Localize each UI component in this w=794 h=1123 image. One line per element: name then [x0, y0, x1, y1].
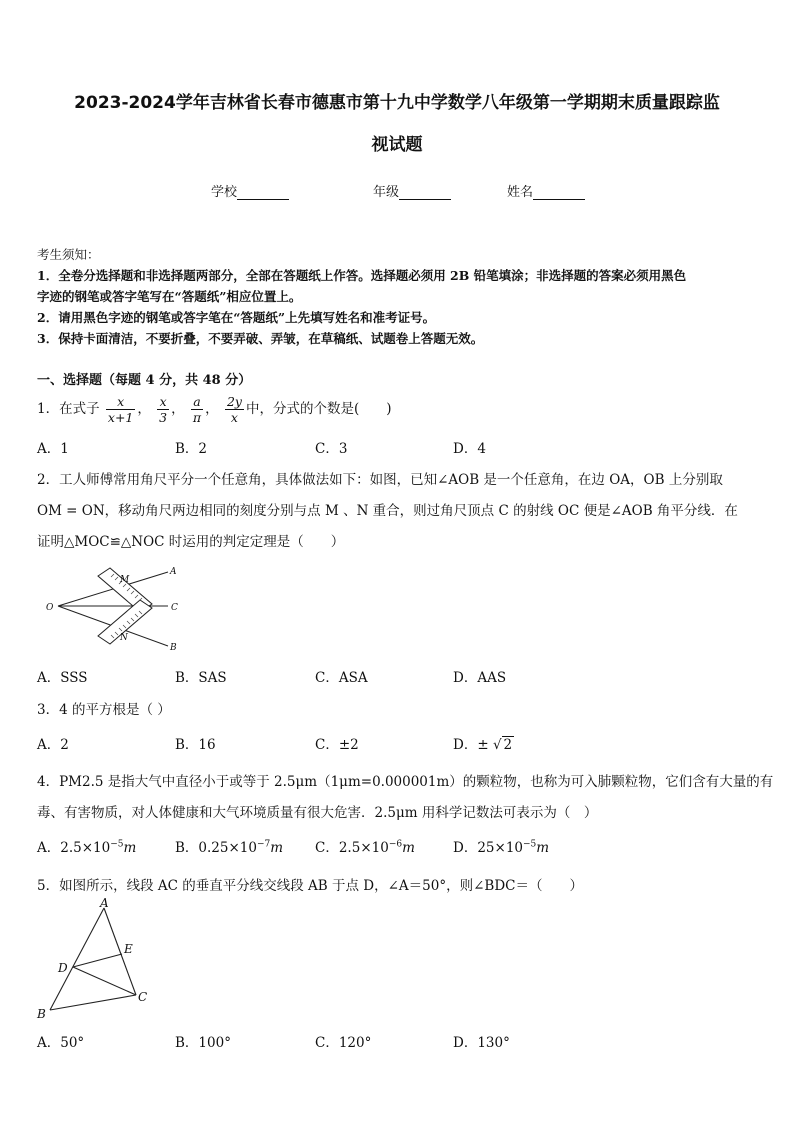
notice-item1-line1: 1．全卷分选择题和非选择题两部分，全部在答题纸上作答。选择题必须用 2B 铅笔填涂；非选择题的答案必须用黑色 — [37, 268, 687, 283]
name-field[interactable] — [507, 181, 585, 200]
q5-text: 5．如图所示，线段 AC 的垂直平分线交线段 AB 于点 D，∠A＝50°，则∠BDC＝（ ） — [37, 878, 583, 894]
q2-line2: OM = ON，移动角尺两边相同的刻度分别与点 M 、N 重合，则过角尺顶点 C 的射线 OC 便是∠AOB 角平分线．在 — [37, 503, 738, 519]
notice-item3: 3．保持卡面清洁，不要折叠，不要弄破、弄皱，在草稿纸、试题卷上答题无效。 — [37, 331, 484, 346]
q4-option-a[interactable]: A．$2.5\times 10^{-5}m$ — [37, 839, 137, 856]
school-blank[interactable] — [237, 185, 289, 200]
q4-options — [0, 836, 794, 858]
name-label: 姓名 — [507, 185, 534, 200]
school-label: 学校 — [211, 185, 238, 200]
q1-option-d[interactable]: D．4 — [453, 441, 486, 457]
segment-bc — [50, 995, 136, 1010]
q3-option-c[interactable]: C．±2 — [315, 737, 359, 753]
q4-option-c[interactable]: C．$2.5\times 10^{-6}m$ — [315, 839, 415, 856]
q4-line1: 4．PM2.5 是指大气中直径小于或等于 2.5μm（1μm=0.000001m）的颗粒物，也称为可入肺颗粒物，它们含有大量的有 — [37, 774, 774, 790]
q1-options — [0, 437, 794, 455]
sqrt-sign: √ 2 — [492, 737, 513, 753]
q2-line3: 证明△MOC≌△NOC 时运用的判定定理是（ ） — [37, 534, 345, 550]
label-m: M — [120, 575, 130, 585]
q1-fraction-4: $\frac{2y}{x}$ — [226, 394, 242, 425]
section-heading: 一、选择题（每题 4 分，共 48 分） — [37, 373, 252, 388]
q4-line2: 毒、有害物质，对人体健康和大气环境质量有很大危害．2.5μm 用科学记数法可表示为（ ） — [37, 805, 598, 821]
notice-item1-line2: 字迹的钢笔或答字笔写在“答题纸”相应位置上。 — [37, 289, 302, 304]
q2-line1: 2．工人师傅常用角尺平分一个任意角，具体做法如下：如图，已知∠AOB 是一个任意角，在边 OA，OB 上分别取 — [37, 472, 723, 488]
grade-field[interactable] — [373, 181, 451, 200]
q1-fraction-1: $\frac{x}{x+1}$ — [107, 394, 134, 425]
q5-option-a[interactable]: A．50° — [37, 1035, 85, 1051]
q2-option-d[interactable]: D．AAS — [453, 670, 507, 686]
exam-title-line1: 2023-2024学年吉林省长春市德惠市第十九中学数学八年级第一学期期末质量跟踪监 — [74, 93, 720, 113]
q2-option-b[interactable]: B．SAS — [175, 670, 227, 686]
segment-ab — [50, 908, 104, 1010]
q1-fraction-3: $\frac{a}{\pi}$ — [192, 394, 202, 425]
notice-item2: 2．请用黑色字迹的钢笔或答字笔在“答题纸”上先填写姓名和准考证号。 — [37, 310, 436, 325]
q5-option-c[interactable]: C．120° — [315, 1035, 372, 1051]
q2-angle-ruler-figure — [40, 562, 200, 654]
label-d: D — [58, 961, 68, 975]
segment-dc — [73, 967, 136, 995]
q1-suffix: 中，分式的个数是( ) — [245, 401, 392, 417]
q3-text: 3．4 的平方根是（ ） — [37, 702, 171, 718]
label-c: C — [171, 603, 178, 613]
q1-option-c[interactable]: C．3 — [315, 441, 348, 457]
school-field[interactable] — [211, 181, 289, 200]
q4-option-b[interactable]: B．$0.25\times 10^{-7}m$ — [175, 839, 284, 856]
q1-option-a[interactable]: A．1 — [37, 441, 69, 457]
q5-options — [0, 1031, 794, 1049]
label-b: B — [170, 643, 177, 653]
q1-prefix: 1．在式子 — [37, 401, 100, 417]
label-a: A — [100, 898, 109, 910]
q2-options — [0, 666, 794, 684]
q1-fraction-2: $\frac{x}{3}$ — [159, 394, 168, 425]
q3-option-d[interactable]: D．± √ 2 — [453, 737, 513, 753]
q3-options — [0, 733, 794, 753]
q5-triangle-figure — [30, 898, 160, 1023]
label-c: C — [138, 990, 148, 1004]
q3-option-b[interactable]: B．16 — [175, 737, 216, 753]
name-blank[interactable] — [533, 185, 585, 200]
label-b: B — [37, 1007, 46, 1021]
q5-option-b[interactable]: B．100° — [175, 1035, 231, 1051]
q4-option-d[interactable]: D．$25\times 10^{-5}m$ — [453, 839, 550, 856]
label-n: N — [120, 633, 128, 643]
exam-title-line2: 视试题 — [371, 135, 423, 155]
q2-option-a[interactable]: A．SSS — [37, 670, 88, 686]
label-e: E — [124, 942, 133, 956]
question-1: 1．在式子 $\frac{x}{x+1}$ ， $\frac{x}{3}$ ， $\frac{a}{\pi}$ ， $\frac{2y}{x}$ 中，分式的个数是( ) — [37, 394, 392, 425]
label-a: A — [170, 567, 177, 577]
notice-heading: 考生须知： — [37, 247, 100, 262]
q2-option-c[interactable]: C．ASA — [315, 670, 368, 686]
grade-blank[interactable] — [399, 185, 451, 200]
segment-de — [73, 954, 122, 967]
q3-option-a[interactable]: A．2 — [37, 737, 69, 753]
q5-option-d[interactable]: D．130° — [453, 1035, 510, 1051]
q1-option-b[interactable]: B．2 — [175, 441, 208, 457]
grade-label: 年级 — [373, 185, 400, 200]
label-o: O — [46, 603, 54, 613]
